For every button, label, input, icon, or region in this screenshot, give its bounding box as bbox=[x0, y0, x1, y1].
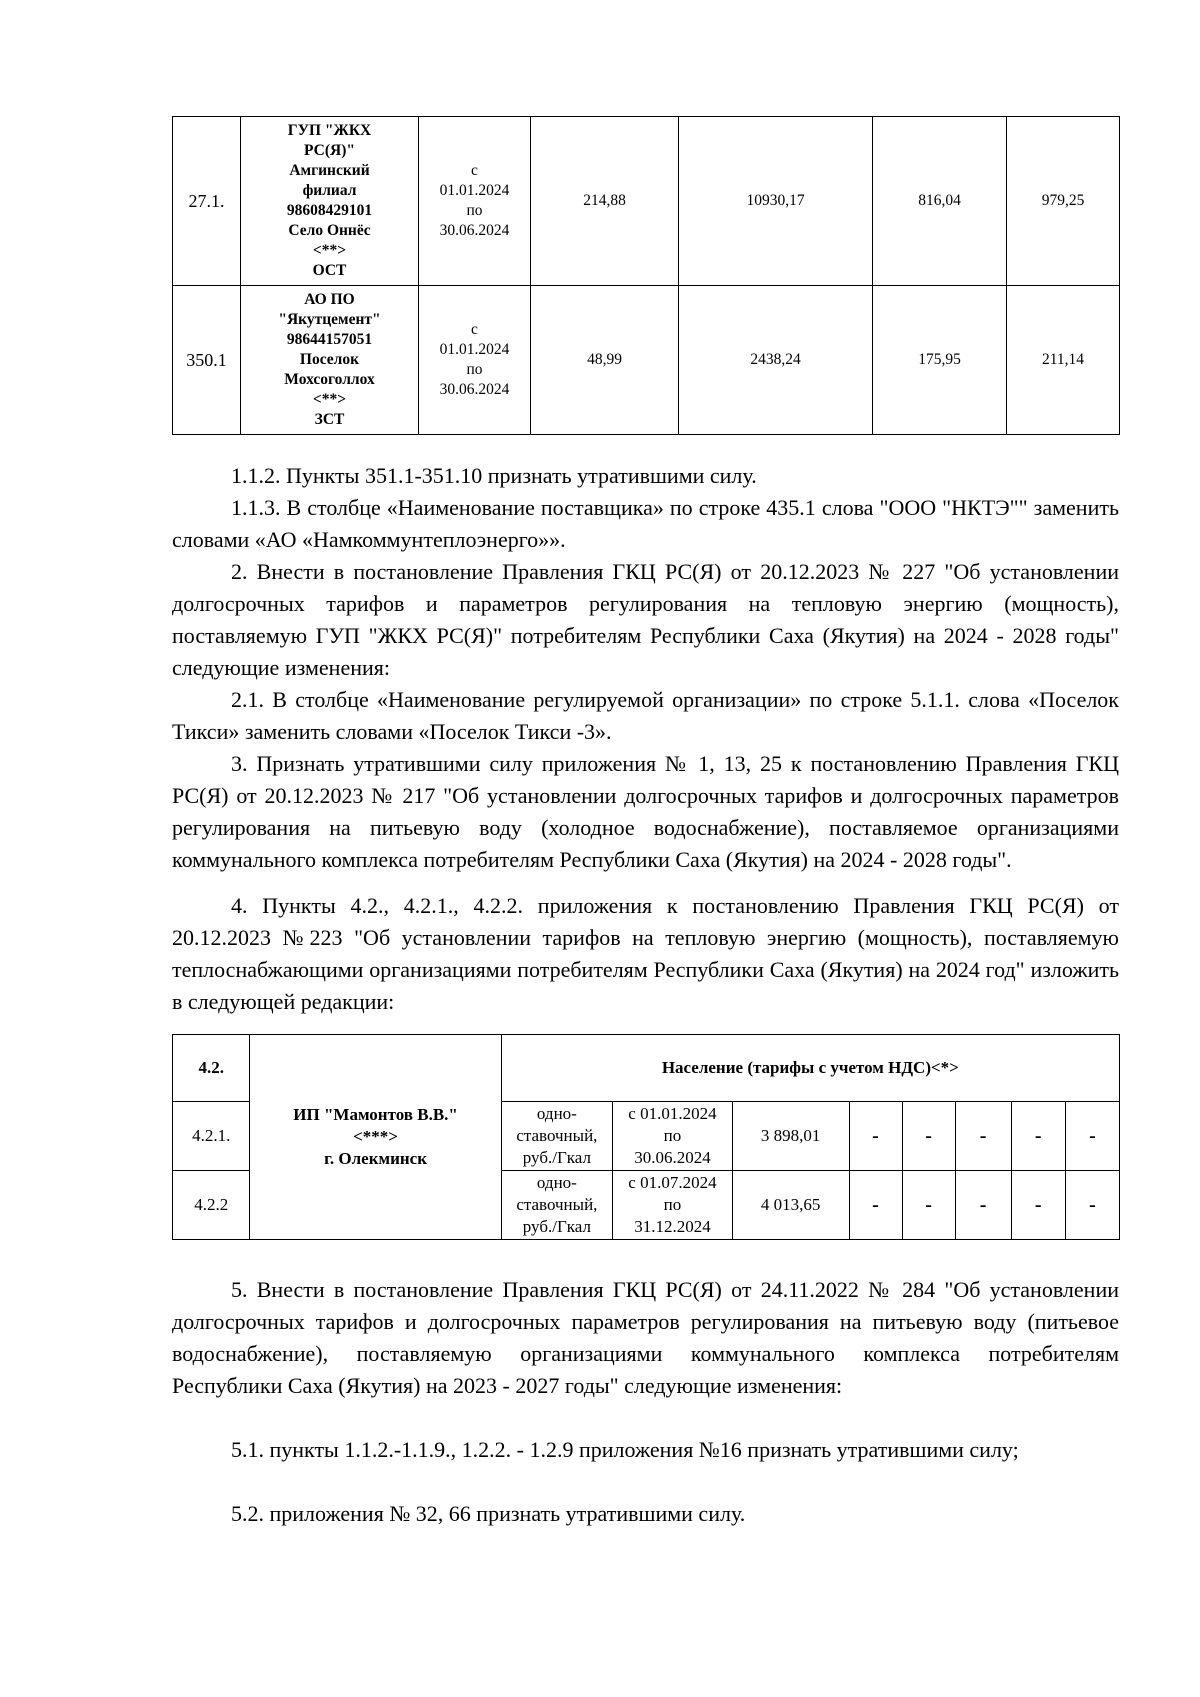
paragraph-3: 3. Признать утратившими силу приложения № 1, 13, 25 к постановлению Правления ГКЦ РС(Я) от 20.12.2023 № 217 "Об установлении долгосрочных тарифов и долгосрочных параметров регулирования на питьевую воду (холодное водоснабжение), поставляемое организациями коммунального комплекса потребителям Республики Саха (Якутия) на 2024 - 2028 годы". bbox=[172, 751, 1119, 872]
supplier-name-line: Мохсоголлох bbox=[284, 371, 375, 388]
value-cell: 175,95 bbox=[873, 286, 1007, 435]
empty-cell: - bbox=[955, 1171, 1011, 1240]
table-row bbox=[173, 117, 1120, 286]
validity-period bbox=[419, 286, 531, 435]
value-cell: 816,04 bbox=[873, 117, 1007, 286]
paragraph-5: 5. Внести в постановление Правления ГКЦ РС(Я) от 24.11.2022 № 284 "Об установлении долгосрочных тарифов и долгосрочных параметров регулирования на питьевую воду (питьевое водоснабжение), поставляемую организациями коммунального комплекса потребителям Республики Саха (Якутия) на 2023 - 2027 годы" следующие изменения: bbox=[172, 1277, 1119, 1398]
org-line: ИП "Мамонтов В.В." bbox=[293, 1105, 458, 1124]
empty-cell: - bbox=[1011, 1171, 1065, 1240]
organization-name bbox=[250, 1035, 501, 1240]
period-line: 30.06.2024 bbox=[634, 1148, 711, 1167]
supplier-name-line: АО ПО bbox=[304, 291, 355, 308]
period-line: по bbox=[663, 1195, 682, 1214]
section-title: Население (тарифы с учетом НДС)<*> bbox=[501, 1035, 1119, 1102]
rate-unit bbox=[501, 1171, 612, 1240]
empty-cell: - bbox=[902, 1102, 955, 1171]
empty-cell: - bbox=[955, 1102, 1011, 1171]
value-cell: 979,25 bbox=[1007, 117, 1120, 286]
supplier-name-line: Амгинский bbox=[289, 162, 370, 179]
value-cell: 211,14 bbox=[1007, 286, 1120, 435]
row-number: 27.1. bbox=[173, 117, 241, 286]
paragraph-5-1: 5.1. пункты 1.1.2.-1.1.9., 1.2.2. - 1.2.9 приложения №16 признать утратившими силу; bbox=[231, 1437, 1019, 1462]
empty-cell: - bbox=[849, 1171, 902, 1240]
row-number: 4.2.2 bbox=[173, 1171, 250, 1240]
period-line: 30.06.2024 bbox=[439, 222, 510, 239]
period-line: 01.01.2024 bbox=[439, 341, 510, 358]
period-line: с 01.07.2024 bbox=[628, 1173, 717, 1192]
empty-cell: - bbox=[1011, 1102, 1065, 1171]
paragraph-2-1: 2.1. В столбце «Наименование регулируемой организации» по строке 5.1.1. слова «Поселок Тикси» заменить словами «Поселок Тикси -3». bbox=[172, 687, 1119, 744]
supplier-name-line: 98644157051 bbox=[286, 331, 373, 348]
supplier-name-line: ОСТ bbox=[312, 262, 347, 279]
period-line: 30.06.2024 bbox=[439, 381, 510, 398]
tariff-value: 4 013,65 bbox=[732, 1171, 849, 1240]
period-line: с 01.01.2024 bbox=[628, 1104, 717, 1123]
period-line: 31.12.2024 bbox=[634, 1217, 711, 1236]
paragraph-4: 4. Пункты 4.2., 4.2.1., 4.2.2. приложения к постановлению Правления ГКЦ РС(Я) от 20.12.2023 №223 "Об установлении тарифов на тепловую энергию (мощность), поставляемую теплоснабжающими организациями потребителям Республики Саха (Якутия) на 2024 год" изложить в следующей редакции: bbox=[172, 893, 1119, 1014]
rate-unit bbox=[501, 1102, 612, 1171]
row-number: 350.1 bbox=[173, 286, 241, 435]
supplier-name bbox=[241, 286, 419, 435]
supplier-name-line: Поселок bbox=[299, 351, 360, 368]
paragraph-5-2: 5.2. приложения № 32, 66 признать утратившими силу. bbox=[231, 1501, 746, 1526]
unit-line: одно- bbox=[536, 1104, 577, 1123]
paragraph-2: 2. Внести в постановление Правления ГКЦ РС(Я) от 20.12.2023 № 227 "Об установлении долгосрочных тарифов и параметров регулирования на тепловую энергию (мощность), поставляемую ГУП "ЖКХ РС(Я)" потребителям Республики Саха (Якутия) на 2024 - 2028 годы" следующие изменения: bbox=[172, 559, 1119, 680]
validity-period bbox=[613, 1171, 733, 1240]
unit-line: одно- bbox=[536, 1173, 577, 1192]
supplier-name bbox=[241, 117, 419, 286]
tariff-table-1 bbox=[172, 116, 1120, 435]
supplier-name-line: <**> bbox=[312, 391, 347, 408]
period-line: 01.01.2024 bbox=[439, 182, 510, 199]
supplier-name-line: 98608429101 bbox=[286, 202, 373, 219]
tariff-table-2 bbox=[172, 1034, 1120, 1240]
supplier-name-line: <**> bbox=[312, 242, 347, 259]
validity-period bbox=[419, 117, 531, 286]
paragraph-1-1-2: 1.1.2. Пункты 351.1-351.10 признать утратившими силу. bbox=[231, 463, 757, 488]
period-line: с bbox=[471, 321, 478, 338]
table-row bbox=[173, 286, 1120, 435]
empty-cell: - bbox=[902, 1171, 955, 1240]
supplier-name-line: Село Оннёс bbox=[288, 222, 371, 239]
section-number: 4.2. bbox=[173, 1035, 250, 1102]
unit-line: ставочный, bbox=[516, 1126, 598, 1145]
supplier-name-line: филиал bbox=[302, 182, 357, 199]
table-header-row bbox=[173, 1035, 1120, 1102]
empty-cell: - bbox=[1065, 1102, 1119, 1171]
tariff-value: 3 898,01 bbox=[732, 1102, 849, 1171]
unit-line: руб./Гкал bbox=[522, 1148, 591, 1167]
period-line: по bbox=[663, 1126, 682, 1145]
period-line: по bbox=[466, 202, 483, 219]
org-line: г. Олекминск bbox=[324, 1149, 428, 1168]
period-line: по bbox=[466, 361, 483, 378]
supplier-name-line: "Якутцемент" bbox=[278, 311, 381, 328]
validity-period bbox=[613, 1102, 733, 1171]
empty-cell: - bbox=[849, 1102, 902, 1171]
value-cell: 214,88 bbox=[531, 117, 679, 286]
empty-cell: - bbox=[1065, 1171, 1119, 1240]
paragraph-1-1-3: 1.1.3. В столбце «Наименование поставщика» по строке 435.1 слова "ООО "НКТЭ"" заменить словами «АО «Намкоммунтеплоэнерго»». bbox=[172, 495, 1119, 552]
row-number: 4.2.1. bbox=[173, 1102, 250, 1171]
supplier-name-line: РС(Я)" bbox=[304, 142, 355, 159]
value-cell: 48,99 bbox=[531, 286, 679, 435]
supplier-name-line: ЗСТ bbox=[314, 411, 345, 428]
supplier-name-line: ГУП "ЖКХ bbox=[287, 122, 372, 139]
unit-line: руб./Гкал bbox=[522, 1217, 591, 1236]
value-cell: 10930,17 bbox=[679, 117, 873, 286]
period-line: с bbox=[471, 162, 478, 179]
org-line: <***> bbox=[353, 1127, 398, 1146]
unit-line: ставочный, bbox=[516, 1195, 598, 1214]
value-cell: 2438,24 bbox=[679, 286, 873, 435]
